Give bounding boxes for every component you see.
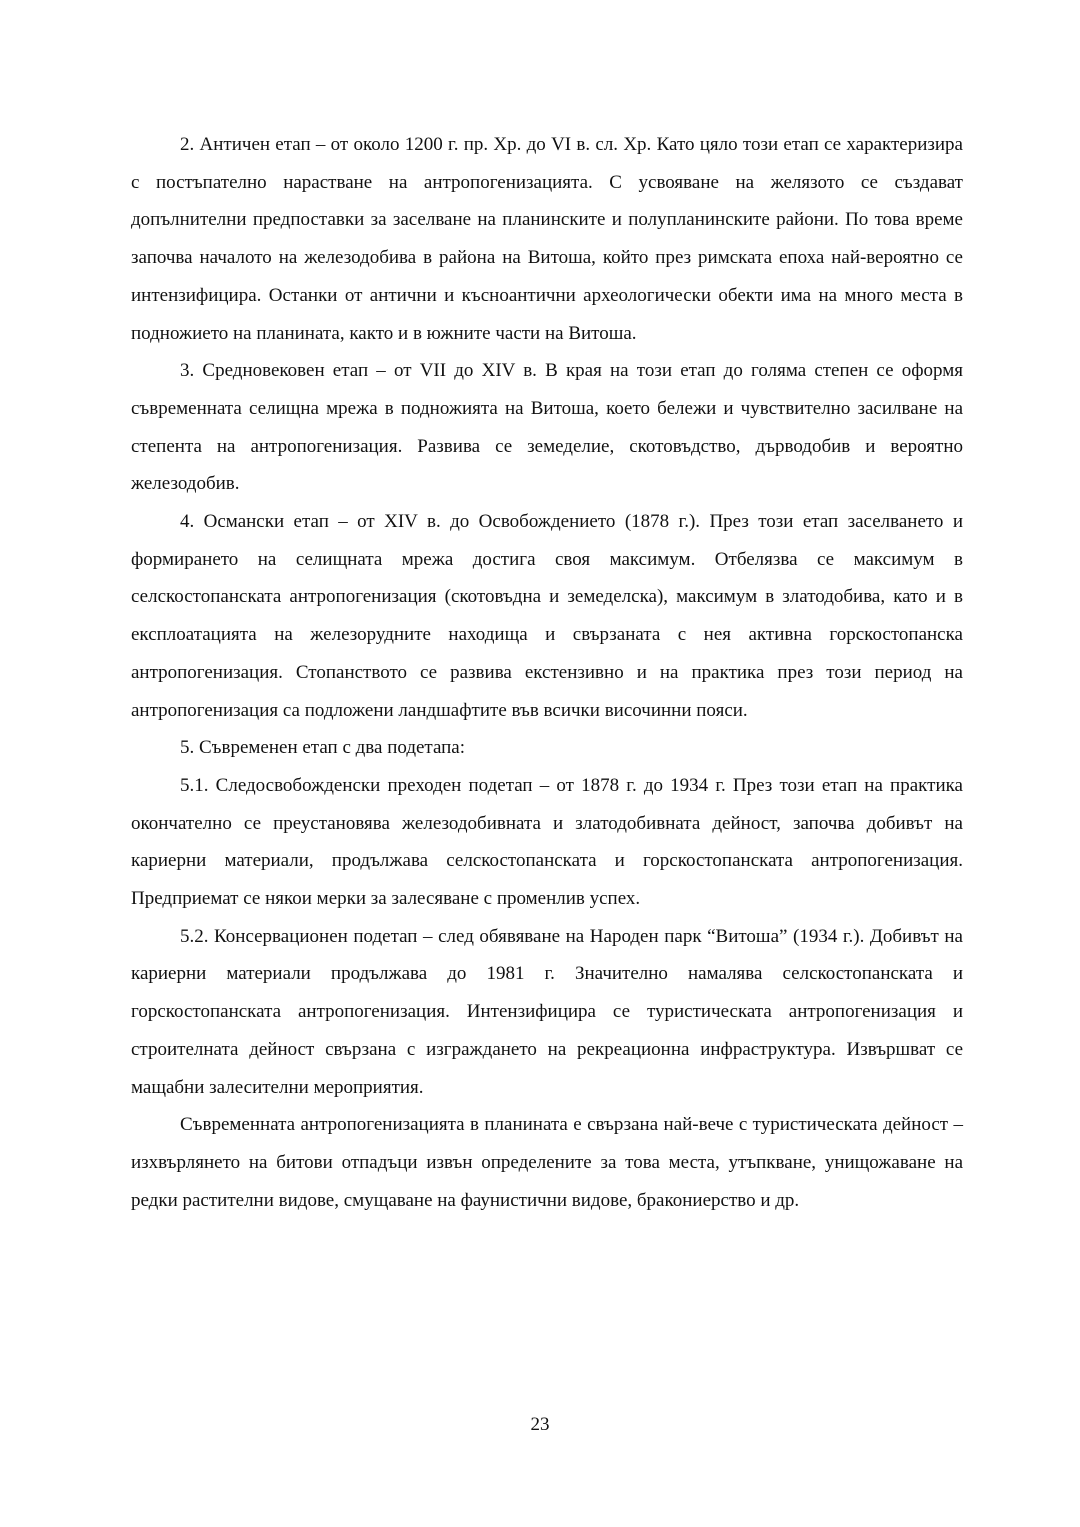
paragraph-ottoman-stage: 4. Османски етап – от XIV в. до Освобождението (1878 г.). През този етап заселването и формирането на селищната мрежа достига своя максимум. Отбелязва се максимум в селскостопанската антропогенизация (скотовъдна и земеделска), максимум в златодобива, като и в експлоатацията на железорудните находища и свързаната с нея активна горскостопанска антропогенизация. Стопанството се развива екстензивно и на практика през този период на антропогенизация са подложени ландшафтите във всички височинни пояси. [131,511,963,721]
paragraph-medieval-stage: 3. Средновековен етап – от VII до XIV в. В края на този етап до голяма степен се оформя съвременната селищна мрежа в подножията на Витоша, което бележи и чувствително засилване на степента на антропогенизация. Развива се земеделие, скотовъдство, дърводобив и вероятно железодобив. [131,360,963,495]
paragraph-antique-stage: 2. Античен етап – от около 1200 г. пр. Хр. до VI в. сл. Хр. Като цяло този етап се характеризира с постъпателно нарастване на антропогенизацията. С усвояване на желязото се създават допълнителни предпоставки за заселване на планинските и полупланинските райони. По това време започва началото на железодобива в района на Витоша, който през римската епоха най-вероятно се интензифицира. Останки от антични и късноантични археологически обекти има на много места в подножието на планината, както и в южните части на Витоша. [131,134,963,344]
paragraph-modern-stage: 5. Съвременен етап с два подетапа: [180,737,466,759]
paragraph-modern-substage-2: 5.2. Консервационен подетап – след обявяване на Народен парк “Витоша” (1934 г.). Добивът на кариерни материали продължава до 1981 г. Значително намалява селскостопанската и горскостопанската антропогенизация. Интензифицира се туристическата антропогенизация и строителната дейност свързана с изграждането на рекреационна инфраструктура. Извършват се мащабни залесителни мероприятия. [131,925,963,1098]
paragraph-modern-substage-1: 5.1. Следосвобожденски преходен подетап – от 1878 г. до 1934 г. През този етап на практика окончателно се преустановява железодобивната и златодобивната дейност, започва добивът на кариерни материали, продължава селскостопанската и горскостопанската антропогенизация. Предприемат се някои мерки за залесяване с променлив успех. [131,774,963,910]
page-body [131,126,963,1219]
page-number: 23 [530,1414,550,1435]
paragraph-conclusion: Съвременната антропогенизацията в планината е свързана най-вече с туристическата дейност – изхвърлянето на битови отпадъци извън определените за това места, утъпкване, унищожаване на редки растителни видове, смущаване на фаунистични видове, бракониерство и др. [131,1114,963,1211]
